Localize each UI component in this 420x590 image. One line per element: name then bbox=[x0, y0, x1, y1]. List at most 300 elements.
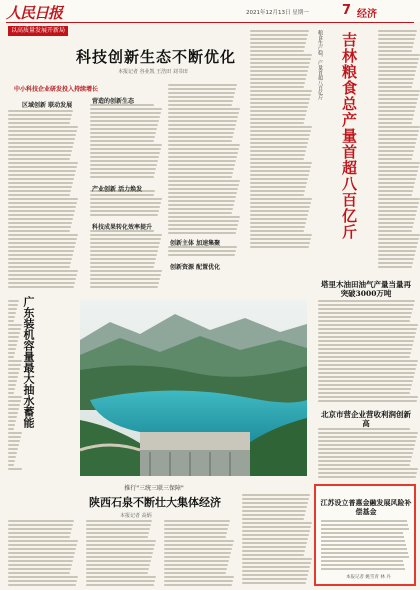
story-headline[interactable]: 吉林粮食总产量首超八百亿斤 bbox=[340, 32, 358, 240]
article-subhead: 创新主体 加速集聚 bbox=[170, 240, 221, 247]
text-line bbox=[321, 568, 405, 570]
text-line bbox=[168, 160, 236, 162]
text-line bbox=[8, 150, 72, 152]
text-line bbox=[168, 152, 238, 154]
text-line bbox=[8, 166, 77, 168]
story-kicker: 粮食生产稳，产量首超八百亿斤 bbox=[317, 30, 323, 100]
text-line bbox=[164, 556, 230, 558]
text-line bbox=[8, 202, 77, 204]
text-line bbox=[250, 86, 304, 88]
text-line bbox=[8, 412, 18, 414]
text-line bbox=[90, 176, 154, 178]
text-line bbox=[86, 552, 153, 554]
text-line bbox=[8, 174, 75, 176]
text-line bbox=[8, 436, 21, 438]
text-line bbox=[168, 128, 235, 130]
text-line bbox=[242, 570, 309, 572]
text-line bbox=[321, 544, 406, 546]
text-line bbox=[8, 424, 15, 426]
text-line bbox=[8, 344, 17, 346]
text-line bbox=[90, 210, 159, 212]
text-line bbox=[250, 50, 304, 52]
text-line bbox=[168, 172, 233, 174]
text-line bbox=[8, 114, 72, 116]
text-line bbox=[8, 392, 14, 394]
text-line bbox=[168, 224, 238, 226]
text-line bbox=[90, 148, 161, 150]
text-line bbox=[8, 126, 78, 128]
text-line bbox=[8, 262, 71, 264]
text-line bbox=[164, 564, 228, 566]
text-line bbox=[164, 572, 226, 574]
text-line bbox=[168, 216, 240, 218]
text-line bbox=[242, 554, 304, 556]
text-line bbox=[250, 226, 305, 228]
text-line bbox=[8, 416, 17, 418]
text-line bbox=[86, 564, 150, 566]
text-line bbox=[90, 266, 154, 268]
text-line bbox=[168, 250, 236, 252]
text-line bbox=[8, 222, 72, 224]
text-line bbox=[86, 584, 154, 586]
text-line bbox=[8, 312, 16, 314]
text-line bbox=[250, 158, 304, 160]
text-line bbox=[164, 580, 233, 582]
text-line bbox=[250, 242, 310, 244]
text-line bbox=[90, 160, 158, 162]
text-line bbox=[250, 66, 309, 68]
text-line bbox=[8, 242, 76, 244]
text-line bbox=[168, 132, 234, 134]
text-line bbox=[168, 164, 235, 166]
text-line bbox=[8, 560, 73, 562]
text-line bbox=[8, 254, 73, 256]
box-subhead: 科技成果转化效率提升 bbox=[92, 224, 153, 231]
text-line bbox=[90, 120, 159, 122]
text-line bbox=[250, 114, 306, 116]
text-line bbox=[164, 524, 229, 526]
text-line bbox=[250, 102, 309, 104]
text-line bbox=[250, 190, 305, 192]
text-line bbox=[8, 178, 74, 180]
text-line bbox=[321, 556, 409, 558]
text-line bbox=[8, 328, 21, 330]
text-line bbox=[86, 528, 150, 530]
text-line bbox=[168, 88, 236, 90]
text-line bbox=[8, 170, 76, 172]
text-line bbox=[8, 320, 14, 322]
text-line bbox=[8, 258, 72, 260]
text-line bbox=[8, 138, 75, 140]
text-line bbox=[242, 510, 306, 512]
text-line bbox=[168, 232, 236, 234]
text-line bbox=[321, 536, 404, 538]
text-line bbox=[8, 198, 78, 200]
text-line bbox=[164, 528, 228, 530]
text-line bbox=[242, 518, 304, 520]
text-line bbox=[250, 130, 311, 132]
text-line bbox=[250, 118, 305, 120]
text-line bbox=[168, 188, 238, 190]
text-line bbox=[250, 42, 306, 44]
text-line bbox=[168, 120, 237, 122]
text-line bbox=[8, 336, 19, 338]
text-line bbox=[8, 584, 76, 586]
text-line bbox=[8, 266, 70, 268]
text-line bbox=[168, 184, 239, 186]
text-line bbox=[164, 532, 227, 534]
text-line bbox=[8, 154, 71, 156]
text-line bbox=[321, 552, 408, 554]
text-line bbox=[168, 112, 239, 114]
text-line bbox=[250, 58, 311, 60]
text-line bbox=[8, 540, 78, 542]
text-line bbox=[250, 246, 309, 248]
text-line bbox=[250, 38, 307, 40]
text-line bbox=[321, 564, 404, 566]
text-line bbox=[250, 46, 305, 48]
text-line bbox=[8, 286, 74, 288]
text-line bbox=[250, 110, 307, 112]
article-subhead: 创新资源 配置优化 bbox=[170, 264, 221, 271]
text-line bbox=[168, 168, 234, 170]
text-line bbox=[250, 174, 309, 176]
text-line bbox=[8, 210, 75, 212]
text-line bbox=[8, 122, 70, 124]
text-line bbox=[86, 544, 155, 546]
text-line bbox=[164, 540, 234, 542]
text-line bbox=[8, 300, 19, 302]
right-column-story[interactable] bbox=[312, 26, 416, 276]
text-line bbox=[8, 238, 77, 240]
section-name: 经济 bbox=[357, 9, 377, 20]
text-line bbox=[8, 340, 18, 342]
text-line bbox=[242, 550, 305, 552]
text-line bbox=[86, 576, 156, 578]
text-line bbox=[8, 376, 18, 378]
text-line bbox=[8, 146, 73, 148]
text-line bbox=[8, 372, 19, 374]
text-line bbox=[90, 234, 162, 236]
text-line bbox=[164, 584, 232, 586]
text-line bbox=[8, 380, 17, 382]
news-headline[interactable]: 北京市营企业营收利润创新高 bbox=[321, 410, 411, 428]
text-line bbox=[8, 548, 76, 550]
text-line bbox=[168, 124, 236, 126]
text-line bbox=[168, 96, 234, 98]
text-line bbox=[250, 162, 312, 164]
text-line bbox=[250, 166, 311, 168]
text-line bbox=[86, 520, 152, 522]
text-line bbox=[90, 194, 154, 196]
text-line bbox=[242, 574, 308, 576]
text-line bbox=[250, 238, 311, 240]
text-line bbox=[164, 552, 231, 554]
text-line bbox=[90, 116, 160, 118]
text-line bbox=[86, 540, 156, 542]
text-line bbox=[8, 528, 72, 530]
photo-story-headline[interactable]: 广东装机容量最大抽水蓄能 bbox=[22, 296, 35, 428]
text-line bbox=[250, 134, 310, 136]
text-line bbox=[242, 514, 305, 516]
text-line bbox=[90, 172, 155, 174]
text-line bbox=[8, 456, 16, 458]
text-line bbox=[90, 168, 156, 170]
text-line bbox=[8, 246, 75, 248]
text-line bbox=[242, 558, 312, 560]
text-line bbox=[90, 124, 158, 126]
text-line bbox=[8, 536, 70, 538]
text-line bbox=[168, 212, 232, 214]
text-line bbox=[250, 178, 308, 180]
text-line bbox=[242, 562, 311, 564]
text-line bbox=[90, 262, 155, 264]
text-line bbox=[168, 176, 232, 178]
text-line bbox=[90, 164, 157, 166]
text-line bbox=[242, 538, 308, 540]
text-line bbox=[8, 324, 22, 326]
text-line bbox=[8, 388, 15, 390]
text-line bbox=[250, 142, 308, 144]
text-line bbox=[8, 568, 71, 570]
text-line bbox=[8, 234, 78, 236]
text-line bbox=[90, 214, 158, 216]
text-line bbox=[242, 534, 309, 536]
article-subhead: 区域创新 联动发展 bbox=[22, 102, 73, 109]
text-line bbox=[250, 210, 309, 212]
text-line bbox=[164, 520, 230, 522]
text-line bbox=[8, 134, 76, 136]
text-line bbox=[164, 568, 227, 570]
text-line bbox=[250, 146, 307, 148]
text-line bbox=[168, 136, 233, 138]
text-line bbox=[8, 214, 74, 216]
text-line bbox=[164, 536, 226, 538]
text-line bbox=[250, 194, 304, 196]
text-line bbox=[90, 250, 158, 252]
bottom-story-kicker: 推行"三统三联三保障" bbox=[124, 485, 184, 492]
text-line bbox=[8, 190, 71, 192]
text-line bbox=[168, 204, 234, 206]
text-line bbox=[250, 82, 305, 84]
text-line bbox=[8, 524, 73, 526]
text-line bbox=[8, 230, 70, 232]
text-line bbox=[8, 396, 22, 398]
text-line bbox=[164, 544, 233, 546]
text-line bbox=[90, 152, 160, 154]
text-line bbox=[250, 202, 311, 204]
text-line bbox=[8, 580, 77, 582]
text-line bbox=[321, 540, 405, 542]
text-line bbox=[242, 526, 311, 528]
newspaper-logo: 人民日报 bbox=[6, 4, 63, 22]
text-line bbox=[250, 98, 310, 100]
text-line bbox=[8, 520, 74, 522]
text-line bbox=[250, 170, 310, 172]
text-line bbox=[250, 198, 312, 200]
text-line bbox=[321, 560, 403, 562]
text-line bbox=[86, 524, 151, 526]
text-line bbox=[8, 384, 16, 386]
text-line bbox=[8, 348, 16, 350]
text-line bbox=[8, 308, 17, 310]
text-line bbox=[90, 144, 162, 146]
text-line bbox=[90, 128, 157, 130]
text-line bbox=[250, 214, 308, 216]
text-line bbox=[90, 242, 160, 244]
text-line bbox=[250, 34, 308, 36]
text-line bbox=[8, 332, 20, 334]
text-line bbox=[8, 226, 71, 228]
text-line bbox=[8, 400, 21, 402]
text-line bbox=[250, 126, 312, 128]
text-line bbox=[168, 196, 236, 198]
bottom-story-byline: 本报记者 高炳 bbox=[120, 513, 152, 519]
text-line bbox=[168, 228, 237, 230]
text-line bbox=[8, 118, 71, 120]
text-line bbox=[8, 360, 22, 362]
text-line bbox=[250, 182, 307, 184]
text-line bbox=[321, 524, 408, 526]
highlighted-article-byline: 本报记者 姚雪青 林 丹 bbox=[346, 575, 391, 580]
text-line bbox=[8, 158, 70, 160]
text-line bbox=[250, 30, 309, 32]
news-headline[interactable]: 塔里木油田油气产量当量再突破3000万吨 bbox=[321, 280, 411, 298]
text-line bbox=[242, 546, 306, 548]
text-line bbox=[8, 110, 73, 112]
text-line bbox=[168, 100, 233, 102]
text-line bbox=[90, 198, 162, 200]
text-line bbox=[8, 464, 14, 466]
text-line bbox=[321, 528, 409, 530]
text-line bbox=[168, 104, 232, 106]
text-line bbox=[86, 580, 155, 582]
text-line bbox=[8, 250, 74, 252]
text-line bbox=[168, 200, 235, 202]
text-line bbox=[8, 162, 78, 164]
text-line bbox=[90, 140, 154, 142]
mid-right-news bbox=[312, 278, 416, 478]
text-line bbox=[242, 578, 307, 580]
text-line bbox=[242, 542, 307, 544]
text-line bbox=[8, 556, 74, 558]
text-line bbox=[250, 234, 312, 236]
text-line bbox=[168, 140, 232, 142]
text-line bbox=[250, 70, 308, 72]
text-line bbox=[90, 202, 161, 204]
text-line bbox=[90, 286, 158, 288]
text-line bbox=[168, 108, 240, 110]
text-line bbox=[8, 428, 14, 430]
bottom-story-title[interactable]: 陕西石泉不断壮大集体经济 bbox=[89, 496, 221, 509]
text-line bbox=[242, 522, 312, 524]
text-line bbox=[250, 54, 312, 56]
text-line bbox=[8, 352, 15, 354]
text-line bbox=[90, 112, 161, 114]
text-line bbox=[168, 92, 235, 94]
text-line bbox=[8, 448, 18, 450]
article-subhead: 营造的创新生态 bbox=[92, 98, 135, 105]
text-line bbox=[8, 274, 77, 276]
text-line bbox=[8, 468, 22, 470]
text-line bbox=[164, 576, 234, 578]
text-line bbox=[250, 206, 310, 208]
text-line bbox=[242, 530, 310, 532]
text-line bbox=[90, 278, 160, 280]
text-line bbox=[250, 218, 307, 220]
text-line bbox=[168, 144, 240, 146]
text-line bbox=[250, 230, 304, 232]
text-line bbox=[250, 74, 307, 76]
text-line bbox=[321, 520, 407, 522]
article-title[interactable]: 科技创新生态不断优化 bbox=[75, 48, 236, 66]
text-line bbox=[8, 304, 18, 306]
text-line bbox=[86, 532, 149, 534]
highlighted-article[interactable] bbox=[314, 484, 416, 586]
text-line bbox=[250, 94, 311, 96]
series-tag: 以高质量发展开新局 bbox=[8, 26, 68, 36]
text-line bbox=[8, 440, 20, 442]
text-line bbox=[321, 532, 403, 534]
text-line bbox=[8, 572, 70, 574]
text-line bbox=[8, 532, 71, 534]
text-line bbox=[8, 564, 72, 566]
text-line bbox=[90, 254, 157, 256]
text-line bbox=[8, 356, 14, 358]
text-line bbox=[164, 548, 232, 550]
text-line bbox=[8, 576, 78, 578]
text-line bbox=[8, 270, 78, 272]
text-line bbox=[90, 108, 162, 110]
text-line bbox=[90, 238, 161, 240]
text-line bbox=[90, 270, 162, 272]
text-line bbox=[168, 192, 237, 194]
text-line bbox=[250, 138, 309, 140]
text-line bbox=[250, 186, 306, 188]
text-line bbox=[8, 182, 73, 184]
text-line bbox=[250, 122, 304, 124]
text-line bbox=[168, 254, 235, 256]
text-line bbox=[250, 154, 305, 156]
text-line bbox=[321, 548, 407, 550]
text-line bbox=[90, 132, 156, 134]
text-line bbox=[8, 452, 17, 454]
text-line bbox=[168, 148, 239, 150]
text-line bbox=[8, 404, 20, 406]
text-line bbox=[8, 278, 76, 280]
text-line bbox=[8, 420, 16, 422]
text-line bbox=[86, 572, 148, 574]
article-byline: 本报记者 谷业凯 王浩田 刘书田 bbox=[118, 69, 188, 75]
article-subhead: 中小科技企业研发投入持续增长 bbox=[14, 86, 99, 93]
highlighted-article-title[interactable]: 江苏设立普惠金融发展风险补偿基金 bbox=[320, 498, 412, 516]
text-line bbox=[8, 206, 76, 208]
text-line bbox=[250, 90, 312, 92]
text-line bbox=[250, 106, 308, 108]
text-line bbox=[250, 62, 310, 64]
text-line bbox=[86, 548, 154, 550]
text-line bbox=[250, 222, 306, 224]
text-line bbox=[8, 130, 77, 132]
text-line bbox=[168, 208, 233, 210]
text-line bbox=[8, 552, 75, 554]
text-line bbox=[8, 544, 77, 546]
text-line bbox=[8, 432, 22, 434]
issue-date: 2021年12月13日 星期一 bbox=[246, 10, 309, 16]
text-line bbox=[90, 282, 159, 284]
text-line bbox=[168, 84, 237, 86]
text-line bbox=[8, 142, 74, 144]
